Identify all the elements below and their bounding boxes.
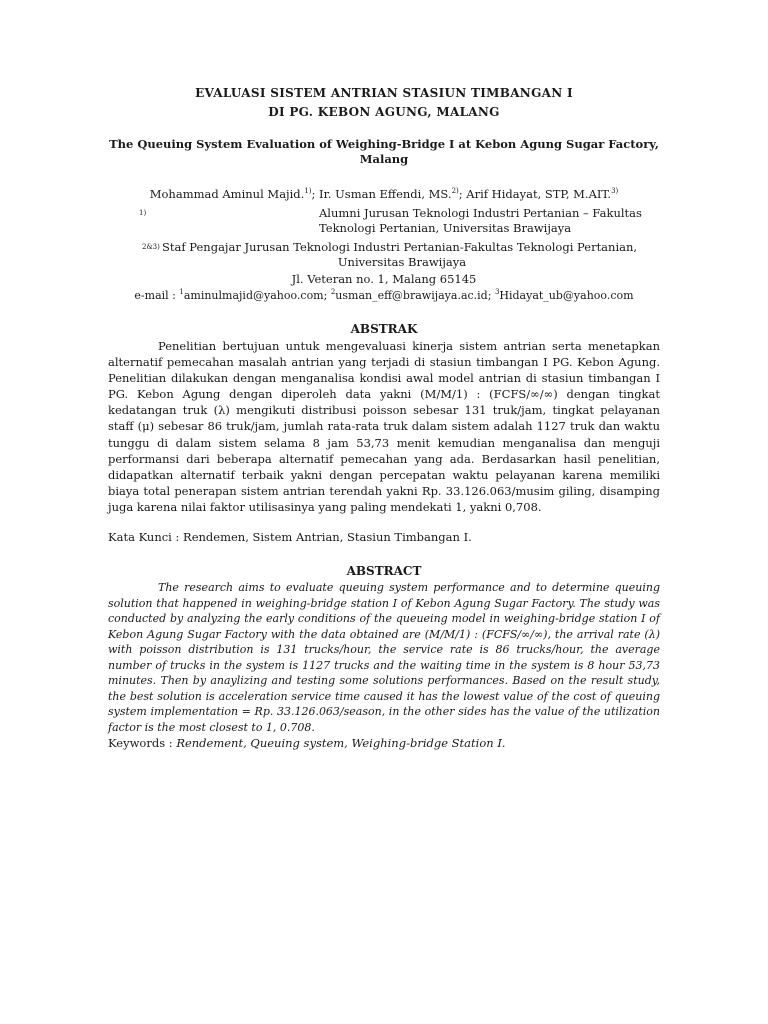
abstrak-heading: ABSTRAK: [350, 322, 418, 336]
email-3-marker: 3: [494, 288, 500, 296]
address: Jl. Veteran no. 1, Malang 65145: [291, 272, 477, 286]
email-1: aminulmajid@yahoo.com;: [183, 289, 331, 302]
email-label: e-mail :: [134, 289, 180, 302]
email-1-marker: 1: [179, 288, 184, 296]
author-list: [60, 186, 708, 202]
title-line-1: EVALUASI SISTEM ANTRIAN STASIUN TIMBANGAN I: [195, 86, 573, 100]
affiliation-2-marker: 2&3): [142, 243, 160, 251]
keywords-label: Keywords :: [108, 736, 177, 750]
affiliation-1-text: [319, 206, 659, 236]
email-2: usman_eff@brawijaya.ac.id;: [335, 289, 495, 302]
english-title-line-1: The Queuing System Evaluation of Weighing-Bridge I at Kebon Agung Sugar Factory,: [109, 137, 659, 151]
author-2-marker: 2): [451, 187, 459, 195]
author-2: ; Ir. Usman Effendi, MS.: [311, 187, 452, 201]
abstract-heading: ABSTRACT: [346, 564, 422, 578]
affiliation-1-line-1: Alumni Jurusan Teknologi Industri Pertanian – Fakultas: [319, 206, 642, 220]
english-title: [80, 137, 688, 167]
author-3-marker: 3): [611, 187, 619, 195]
affiliation-1-line-2: Teknologi Pertanian, Universitas Brawijaya: [319, 221, 572, 235]
english-title-line-2: Malang: [359, 152, 409, 166]
author-1-marker: 1): [304, 187, 312, 195]
keywords-value: Rendement, Queuing system, Weighing-bridge Station I.: [176, 736, 506, 750]
email-3: Hidayat_ub@yahoo.com: [499, 289, 634, 302]
abstrak-body: Penelitian bertujuan untuk mengevaluasi kinerja sistem antrian serta menetapkan alternatif pemecahan masalah antrian yang terjadi di stasiun timbangan I PG. Kebon Agung. Penelitian dilakukan dengan menganalisa kondisi awal model antrian di stasiun timbangan I PG. Kebon Agung dengan diperoleh data yakni (M/M/1) : (FCFS/∞/∞) dengan tingkat kedatangan truk (λ) mengikuti distribusi poisson sebesar 131 truk/jam, tingkat pelayanan staff (μ) sebesar 86 truk/jam, jumlah rata-rata truk dalam sistem adalah 1127 truk dan waktu tunggu di dalam sistem selama 8 jam 53,73 menit kemudian menganalisa dan menguji performansi dari beberapa alternatif pemecahan yang ada. Berdasarkan hasil penelitian, didapatkan alternatif terbaik yakni dengan percepatan waktu pelayanan karena memiliki biaya total penerapan sistem antrian terendah yakni Rp. 33.126.063/musim giling, disamping juga karena nilai faktor utilisasinya yang paling mendekati 1, yakni 0,708.: [108, 339, 660, 514]
kata-kunci: Kata Kunci : Rendemen, Sistem Antrian, Stasiun Timbangan I.: [108, 530, 472, 544]
author-3: ; Arif Hidayat, STP, M.AIT.: [458, 187, 612, 201]
affiliation-2-line-2: Universitas Brawijaya: [337, 255, 467, 269]
affiliation-2-text: [162, 240, 642, 270]
affiliation-2-line-1: Staf Pengajar Jurusan Teknologi Industri Pertanian-Fakultas Teknologi Pertanian,: [162, 240, 638, 254]
email-line: [60, 288, 708, 304]
affiliation-1-marker: 1): [139, 209, 147, 217]
email-2-marker: 2: [330, 288, 336, 296]
keywords: [108, 736, 668, 750]
title-line-2: DI PG. KEBON AGUNG, MALANG: [268, 105, 500, 119]
author-1: Mohammad Aminul Majid.: [149, 187, 305, 201]
abstract-body: The research aims to evaluate queuing system performance and to determine queuing solution that happened in weighing-bridge station I of Kebon Agung Sugar Factory. The study was conducted by analyzing the early conditions of the queueing model in weighing-bridge station I of Kebon Agung Sugar Factory with the data obtained are (M/M/1) : (FCFS/∞/∞), the arrival rate (λ) with poisson distribution is 131 trucks/hour, the service rate is 86 trucks/hour, the average number of trucks in the system is 1127 trucks and the waiting time in the system is 8 hour 53,73 minutes. Then by anaylizing and testing some solutions performances. Based on the result study, the best solution is acceleration service time caused it has the lowest value of the cost of queuing system implementation = Rp. 33.126.063/season, in the other sides has the value of the utilization factor is the most closest to 1, 0.708.: [108, 581, 660, 734]
paper-title: [60, 84, 708, 122]
